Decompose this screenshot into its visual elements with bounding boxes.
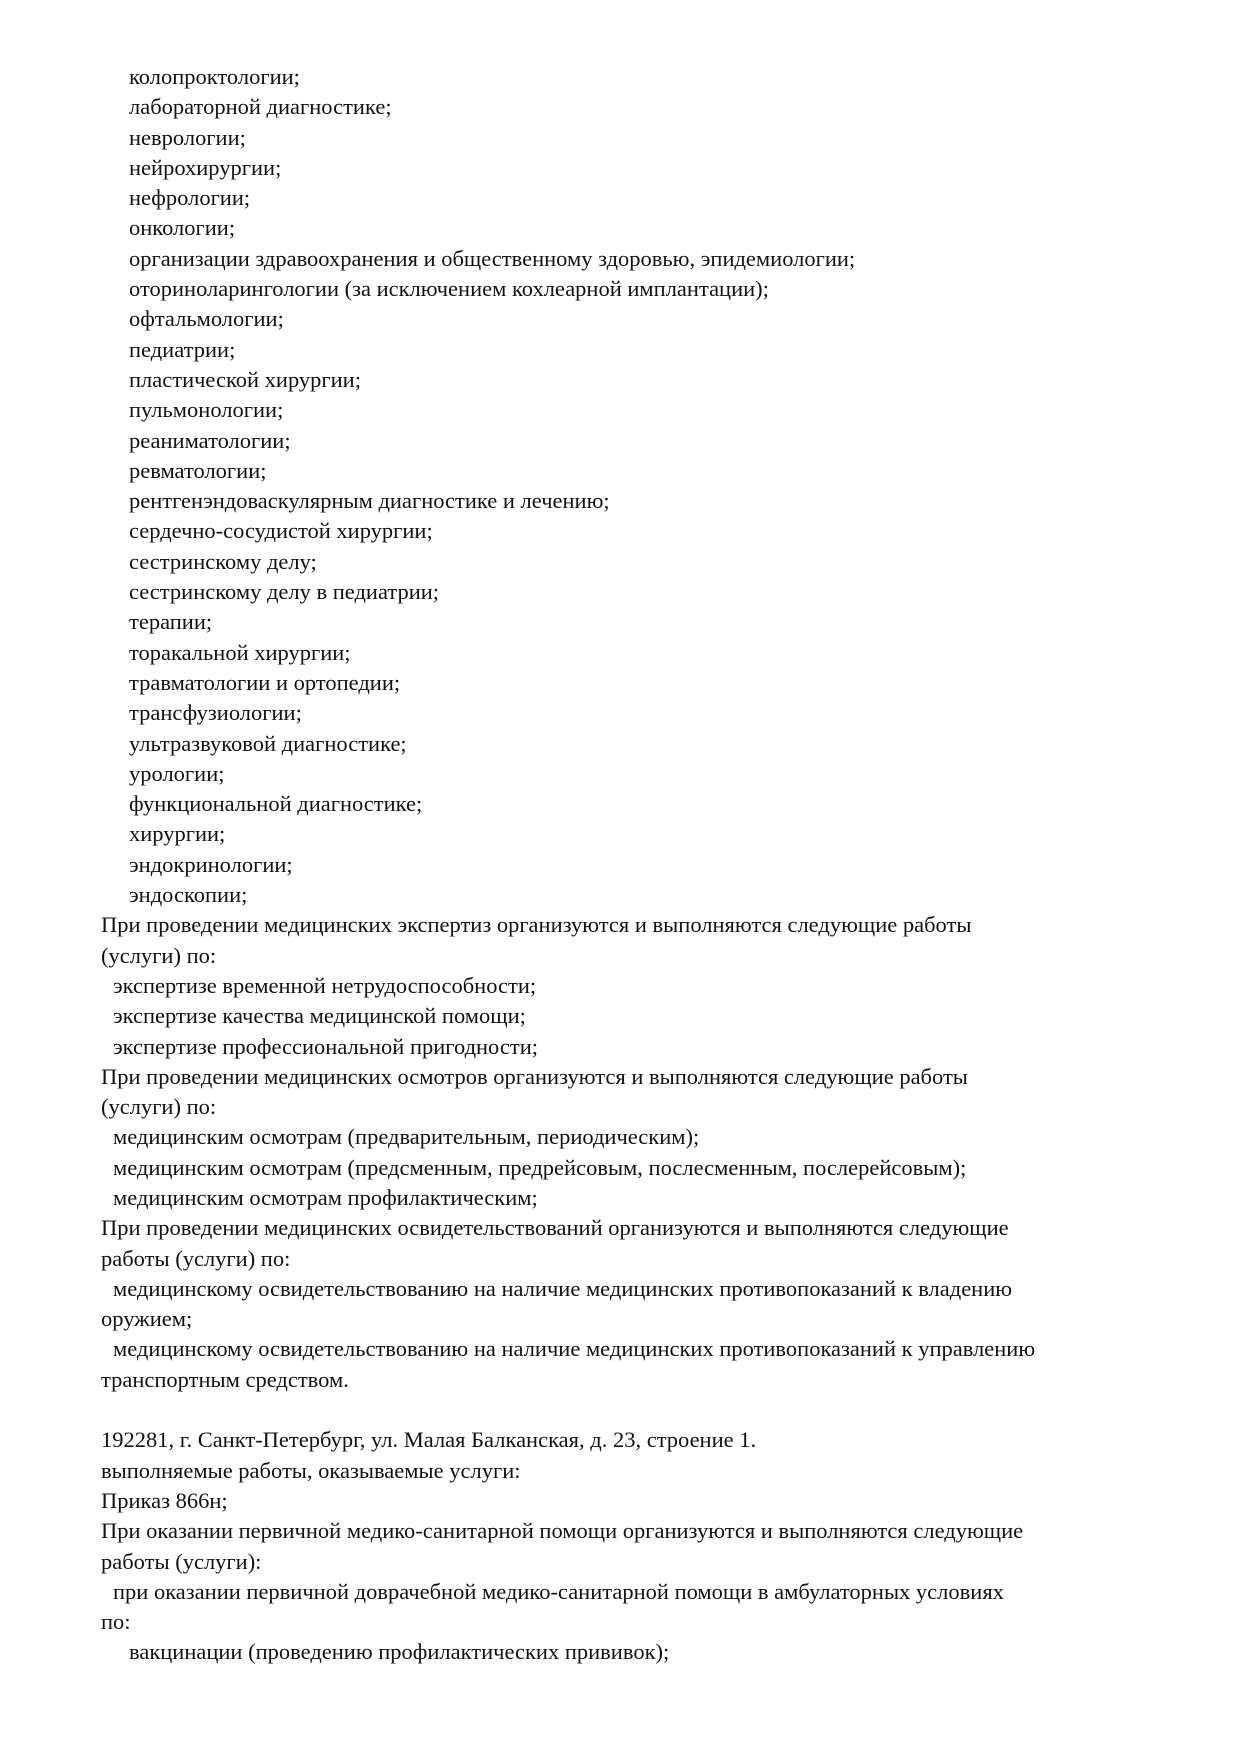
list-item: пульмонологии; [129, 397, 284, 423]
list-item: лабораторной диагностике; [129, 94, 392, 120]
list-item: педиатрии; [129, 336, 236, 362]
list-item: экспертизе качества медицинской помощи; [113, 1003, 526, 1029]
list-item: колопроктологии; [129, 64, 300, 89]
expertise-section [101, 910, 1161, 1061]
list-item: торакальной хирургии; [129, 639, 351, 665]
list-item: травматологии и ортопедии; [129, 669, 401, 695]
section-heading: При оказании первичной медико-санитарной помощи организуются и выполняются следующие [101, 1518, 1024, 1544]
list-item: медицинским осмотрам (предсменным, предрейсовым, послесменным, послерейсовым); [113, 1154, 967, 1180]
specialties-list [101, 62, 1161, 910]
list-item: реаниматологии; [129, 427, 291, 453]
list-item: онкологии; [129, 215, 236, 241]
list-item: неврологии; [129, 124, 246, 150]
list-item: сердечно-сосудистой хирургии; [129, 518, 433, 544]
list-item: организации здравоохранения и общественному здоровью, эпидемиологии; [129, 245, 856, 271]
list-item: эндокринологии; [129, 851, 293, 877]
list-item: медицинским осмотрам (предварительным, периодическим); [113, 1124, 700, 1150]
section-heading: При проведении медицинских освидетельствований организуются и выполняются следующие [101, 1215, 1009, 1241]
list-item: хирургии; [129, 821, 226, 847]
section-heading-continued: работы (услуги): [101, 1548, 262, 1574]
list-item: урологии; [129, 760, 225, 786]
list-item: вакцинации (проведению профилактических прививок); [129, 1639, 670, 1665]
list-item: функциональной диагностике; [129, 791, 423, 817]
list-item: нефрологии; [129, 185, 251, 211]
list-item: терапии; [129, 609, 213, 635]
list-item: экспертизе временной нетрудоспособности; [113, 972, 537, 998]
section-heading-continued: работы (услуги) по: [101, 1245, 291, 1271]
list-item: ультразвуковой диагностике; [129, 730, 407, 756]
document-page [101, 62, 1161, 1668]
list-item: сестринскому делу в педиатрии; [129, 579, 440, 605]
works-label: выполняемые работы, оказываемые услуги: [101, 1457, 521, 1483]
section-heading: При проведении медицинских осмотров организуются и выполняются следующие работы [101, 1063, 968, 1089]
list-item: медицинскому освидетельствованию на наличие медицинских противопоказаний к управлению [113, 1336, 1036, 1362]
list-item: ревматологии; [129, 457, 267, 483]
list-item: офтальмологии; [129, 306, 284, 332]
list-item-continued: оружием; [101, 1306, 193, 1332]
blank-line [101, 1395, 1161, 1425]
list-item: медицинским осмотрам профилактическим; [113, 1184, 538, 1210]
subsection-heading-continued: по: [101, 1609, 131, 1635]
list-item: медицинскому освидетельствованию на наличие медицинских противопоказаний к владению [113, 1275, 1013, 1301]
address-section [101, 1425, 1161, 1667]
list-item: эндоскопии; [129, 882, 248, 908]
list-item: рентгенэндоваскулярным диагностике и лечению; [129, 488, 610, 514]
subsection-heading: при оказании первичной доврачебной медико-санитарной помощи в амбулаторных условиях [113, 1578, 1004, 1604]
list-item: трансфузиологии; [129, 700, 302, 726]
section-heading-continued: (услуги) по: [101, 1094, 217, 1120]
address: 192281, г. Санкт-Петербург, ул. Малая Балканская, д. 23, строение 1. [101, 1427, 757, 1453]
list-item: оториноларингологии (за исключением кохлеарной имплантации); [129, 276, 769, 302]
examinations-section [101, 1062, 1161, 1213]
list-item: нейрохирургии; [129, 154, 282, 180]
section-heading: При проведении медицинских экспертиз организуются и выполняются следующие работы [101, 912, 972, 938]
list-item: сестринскому делу; [129, 548, 317, 574]
list-item: пластической хирургии; [129, 366, 361, 392]
order-reference: Приказ 866н; [101, 1487, 228, 1513]
certifications-section [101, 1213, 1161, 1395]
list-item-continued: транспортным средством. [101, 1366, 349, 1392]
list-item: экспертизе профессиональной пригодности; [113, 1033, 538, 1059]
section-heading-continued: (услуги) по: [101, 942, 217, 968]
